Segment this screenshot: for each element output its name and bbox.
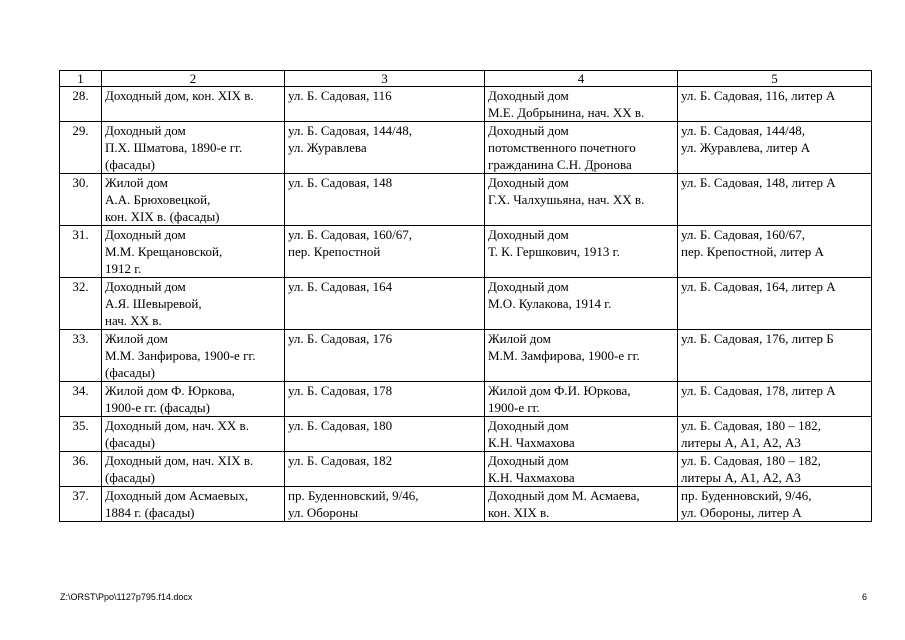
table-header-row [60, 71, 872, 87]
table-row [60, 278, 872, 330]
current-address-cell: пр. Буденновский, 9/46, ул. Обороны, литер А [678, 487, 872, 522]
row-number: 31. [60, 226, 102, 278]
current-address-cell: ул. Б. Садовая, 180 – 182, литеры А, А1, А2, А3 [678, 417, 872, 452]
address-cell: ул. Б. Садовая, 164 [285, 278, 485, 330]
row-number: 28. [60, 87, 102, 122]
object-name-cell: Доходный дом, нач. XX в. (фасады) [102, 417, 285, 452]
historic-name-cell: Доходный дом К.Н. Чахмахова [485, 417, 678, 452]
table-row [60, 174, 872, 226]
object-name-cell: Жилой дом М.М. Занфирова, 1900-е гг. (фасады) [102, 330, 285, 382]
heritage-table [59, 70, 872, 522]
current-address-cell: ул. Б. Садовая, 164, литер А [678, 278, 872, 330]
object-name-cell: Доходный дом А.Я. Шевыревой, нач. XX в. [102, 278, 285, 330]
address-cell: ул. Б. Садовая, 178 [285, 382, 485, 417]
current-address-cell: ул. Б. Садовая, 116, литер А [678, 87, 872, 122]
historic-name-cell: Доходный дом М. Асмаева, кон. XIX в. [485, 487, 678, 522]
address-cell: ул. Б. Садовая, 180 [285, 417, 485, 452]
row-number: 30. [60, 174, 102, 226]
object-name-cell: Доходный дом, кон. XIX в. [102, 87, 285, 122]
footer-file-path: Z:\ORST\Ppo\1127p795.f14.docx [60, 592, 193, 602]
address-cell: ул. Б. Садовая, 148 [285, 174, 485, 226]
current-address-cell: ул. Б. Садовая, 176, литер Б [678, 330, 872, 382]
table-row [60, 226, 872, 278]
column-header-2: 2 [102, 71, 285, 87]
column-header-4: 4 [485, 71, 678, 87]
row-number: 33. [60, 330, 102, 382]
row-number: 36. [60, 452, 102, 487]
address-cell: ул. Б. Садовая, 144/48, ул. Журавлева [285, 122, 485, 174]
table-row [60, 487, 872, 522]
object-name-cell: Жилой дом А.А. Брюховецкой, кон. XIX в. (фасады) [102, 174, 285, 226]
row-number: 34. [60, 382, 102, 417]
address-cell: ул. Б. Садовая, 116 [285, 87, 485, 122]
page-number: 6 [862, 592, 868, 602]
table-row [60, 122, 872, 174]
current-address-cell: ул. Б. Садовая, 144/48, ул. Журавлева, литер А [678, 122, 872, 174]
historic-name-cell: Жилой дом М.М. Замфирова, 1900-е гг. [485, 330, 678, 382]
historic-name-cell: Доходный дом М.Е. Добрынина, нач. XX в. [485, 87, 678, 122]
historic-name-cell: Доходный дом К.Н. Чахмахова [485, 452, 678, 487]
table-row [60, 382, 872, 417]
object-name-cell: Доходный дом, нач. XIX в. (фасады) [102, 452, 285, 487]
object-name-cell: Доходный дом Асмаевых, 1884 г. (фасады) [102, 487, 285, 522]
row-number: 32. [60, 278, 102, 330]
table-row [60, 87, 872, 122]
table-row [60, 452, 872, 487]
object-name-cell: Жилой дом Ф. Юркова, 1900-е гг. (фасады) [102, 382, 285, 417]
historic-name-cell: Доходный дом М.О. Кулакова, 1914 г. [485, 278, 678, 330]
address-cell: пр. Буденновский, 9/46, ул. Обороны [285, 487, 485, 522]
address-cell: ул. Б. Садовая, 182 [285, 452, 485, 487]
historic-name-cell: Доходный дом Т. К. Гершкович, 1913 г. [485, 226, 678, 278]
current-address-cell: ул. Б. Садовая, 180 – 182, литеры А, А1, А2, А3 [678, 452, 872, 487]
row-number: 29. [60, 122, 102, 174]
table-row [60, 417, 872, 452]
current-address-cell: ул. Б. Садовая, 160/67, пер. Крепостной, литер А [678, 226, 872, 278]
address-cell: ул. Б. Садовая, 160/67, пер. Крепостной [285, 226, 485, 278]
historic-name-cell: Жилой дом Ф.И. Юркова, 1900-е гг. [485, 382, 678, 417]
address-cell: ул. Б. Садовая, 176 [285, 330, 485, 382]
column-header-5: 5 [678, 71, 872, 87]
table-row [60, 330, 872, 382]
column-header-1: 1 [60, 71, 102, 87]
object-name-cell: Доходный дом М.М. Крещановской, 1912 г. [102, 226, 285, 278]
row-number: 35. [60, 417, 102, 452]
current-address-cell: ул. Б. Садовая, 148, литер А [678, 174, 872, 226]
current-address-cell: ул. Б. Садовая, 178, литер А [678, 382, 872, 417]
row-number: 37. [60, 487, 102, 522]
historic-name-cell: Доходный дом Г.Х. Чалхушьяна, нач. XX в. [485, 174, 678, 226]
historic-name-cell: Доходный дом потомственного почетного гражданина С.Н. Дронова [485, 122, 678, 174]
column-header-3: 3 [285, 71, 485, 87]
object-name-cell: Доходный дом П.Х. Шматова, 1890-е гг. (фасады) [102, 122, 285, 174]
